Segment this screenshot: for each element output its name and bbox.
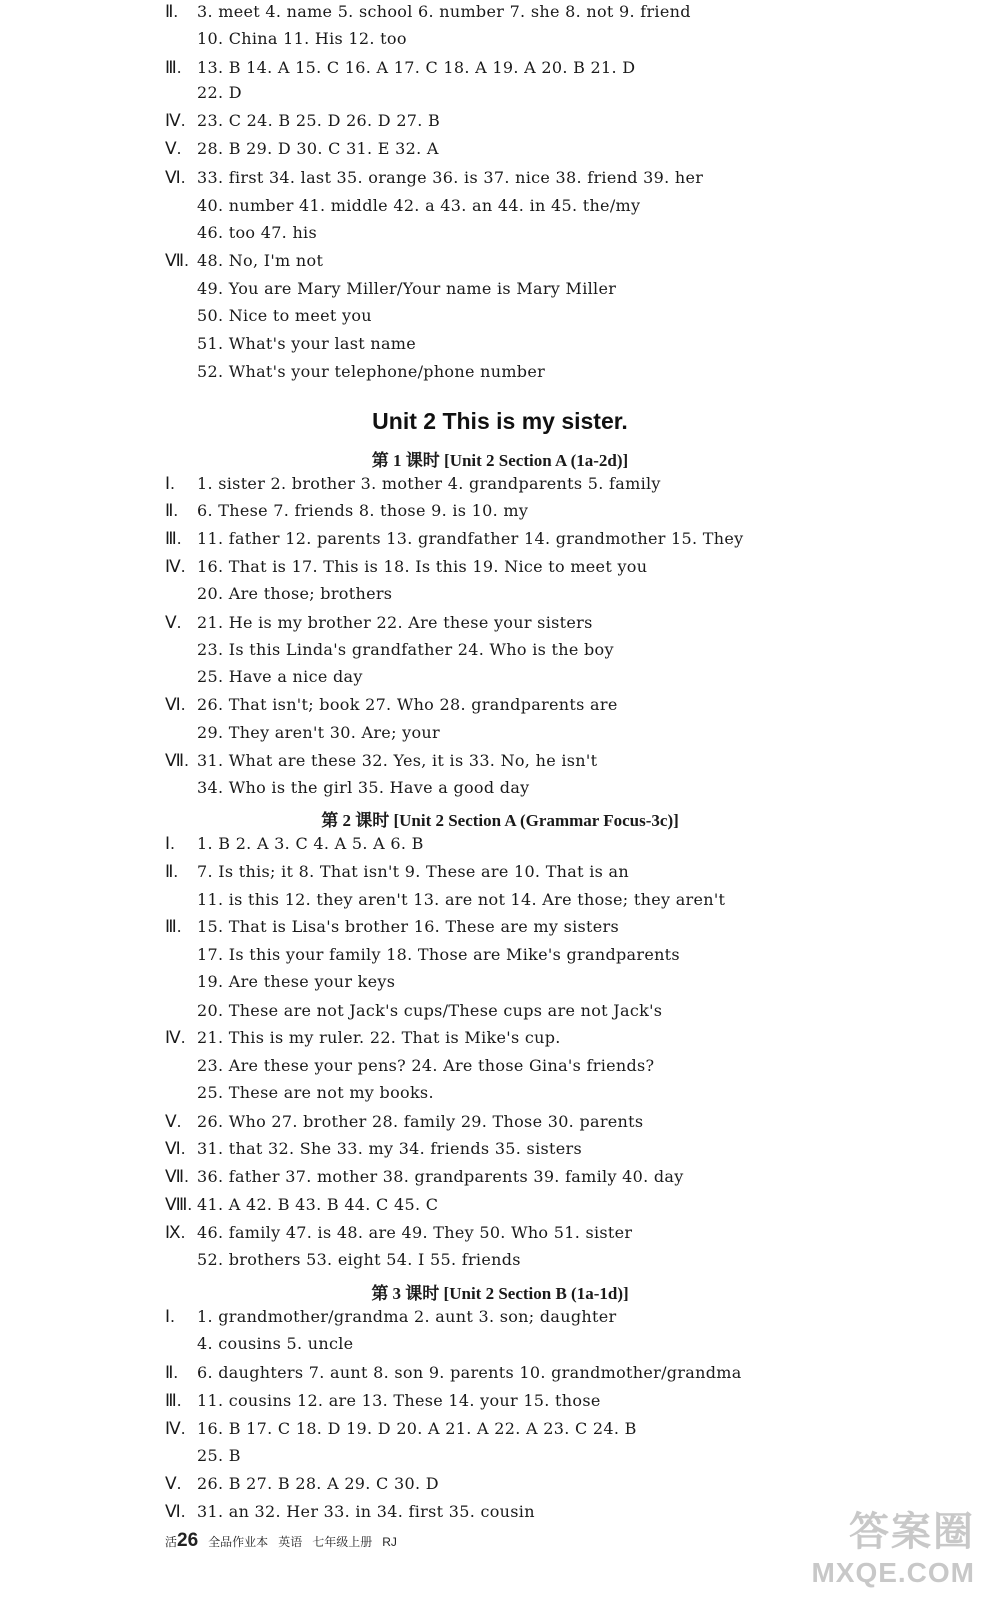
lesson-heading: 第 2 课时 [Unit 2 Section A (Grammar Focus-3c)] [321,811,679,830]
answer-page: Ⅱ. 3. meet 4. name 5. school 6. number 7. she 8. not 9. friend 10. China 11. His 12. too Ⅲ. 13. B 14. A 15. C 16. A 17. C 18. A 19. A 20. B 21. D 22. D Ⅳ. 23. C 24. B 25. D 26. D 27. B Ⅴ. 28. B 29. D 30. C 31. E 32. A Ⅵ. 33. first 34. last 35. orange 36. is 37. nice 38. friend 39. her 40. number 41. middle 42. a 43. an 44. in 45. the/my 46. too 47. his Ⅶ. 48. No, I'm not 49. You are Mary Miller/Your name is Mary Miller 50. Nice to meet you 51. What's your last name 52. What's your telephone/phone number Unit 2 This is my sister. 第 1 课时 [Unit 2 Section A (1a-2d)] Ⅰ. 1. sister 2. brother 3. mother 4. grandparents 5. family Ⅱ. 6. These 7. friends 8. those 9. is 10. my Ⅲ. 11. father 12. parents 13. grandfather 14. grandmother 15. They Ⅳ. 16. That is 17. This is 18. Is this 19. Nice to meet you 20. Are those; brothers Ⅴ. 21. He is my brother 22. Are these your sisters 23. Is this Linda's grandfather 24. Who is the boy 25. Have a nice day Ⅵ. 26. That isn't; book 27. Who 28. grandparents are 29. They aren't 30. Are; your Ⅶ. 31. What are these 32. Yes, it is 33. No, he isn't 34. Who is the girl 35. Have a good day 第 2 课时 [Unit 2 Section A (Grammar Focus-3c)] Ⅰ. 1. B 2. A 3. C 4. A 5. A 6. B Ⅱ. 7. Is this; it 8. That isn't 9. These are 10. That is an 11. is this 12. they aren't 13. are not 14. Are those; they aren't Ⅲ. 15. That is Lisa's brother 16. These are my sisters 17. Is this your family 18. Those are Mike's grandparents 19. Are these your keys 20. These are not Jack's cups/These cups are not Jack's Ⅳ. 21. This is my ruler. 22. That is Mike's cup. 23. Are these your pens? 24. Are those Gina's friends? 25. These are not my books. Ⅴ. 26. Who 27. brother 28. family 29. Those 30. parents Ⅵ. 31. that 32. She 33. my 34. friends 35. sisters Ⅶ. 36. father 37. mother 38. grandparents 39. family 40. day Ⅷ. 41. A 42. B 43. B 44. C 45. C Ⅸ. 46. family 47. is 48. are 49. They 50. Who 51. sister 52. brothers 53. eight 54. I 55. friends 第 3 课时 [Unit 2 Section B (1a-1d)] Ⅰ. 1. grandmother/grandma 2. aunt 3. son; daughter 4. cousins 5. uncle Ⅱ. 6. daughters 7. aunt 8. son 9. parents 10. grandmother/grandma Ⅲ. 11. cousins 12. are 13. These 14. your 15. those Ⅳ. 16. B 17. C 18. D 19. D 20. A 21. A 22. A 23. C 24. B 25. B Ⅴ. 26. B 27. B 28. A 29. C 30. D Ⅵ. 31. an 32. Her 33. in 34. first 35. cousin 活26 全品作业本 英语 七年级上册 RJ 答案圈 MXQE.COM [0,0,1000,1600]
unit-title: Unit 2 This is my sister. [372,408,628,434]
lesson-heading: 第 3 课时 [Unit 2 Section B (1a-1d)] [371,1284,629,1303]
lesson-heading: 第 1 课时 [Unit 2 Section A (1a-2d)] [371,451,629,470]
page-footer [165,1530,397,1552]
grade: 七年级上册 [312,1535,373,1549]
edition: RJ [382,1535,397,1549]
watermark-cn: 答案圈 [849,1510,975,1554]
watermark [811,1500,975,1589]
footer-prefix: 活 [165,1535,178,1549]
book-title: 全品作业本 [208,1535,269,1549]
subject: 英语 [278,1535,303,1549]
watermark-en: MXQE.COM [811,1557,975,1588]
page-number: 26 [177,1530,199,1551]
